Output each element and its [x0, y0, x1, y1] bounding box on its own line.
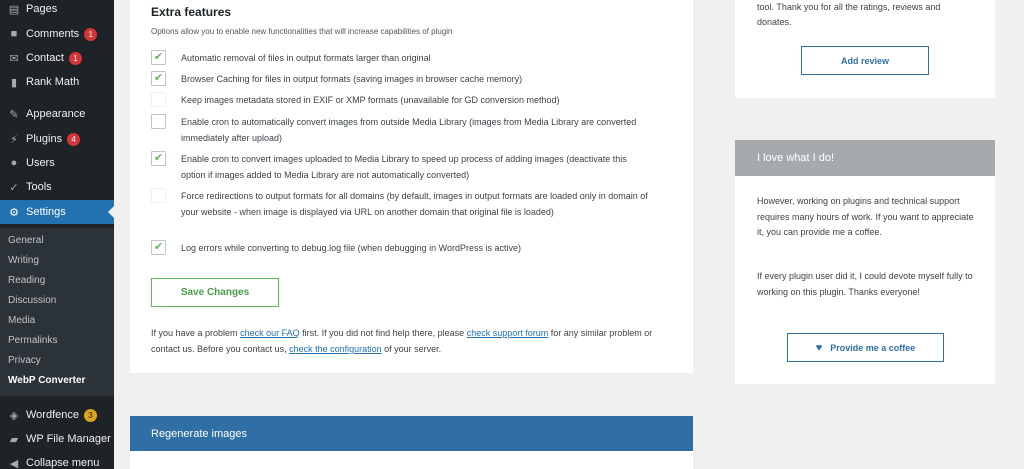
option-label: Enable cron to convert images uploaded to Media Library to speed up process of adding images (deactivate this option if images added to Media Library are not automatically converted): [181, 154, 627, 180]
rank-math-icon: ▮: [10, 76, 18, 89]
checkbox-checked[interactable]: ✔: [151, 71, 166, 86]
collapse-menu-button[interactable]: [0, 451, 114, 469]
extra-features-card: [130, 0, 693, 373]
sidebar-item-label: Rank Math: [26, 76, 80, 88]
checkbox-checked[interactable]: ✔: [151, 151, 166, 166]
review-card: [735, 0, 995, 98]
plugins-icon: ⚡: [10, 133, 18, 146]
review-text: tool. Thank you for all the ratings, reviews and donates.: [757, 2, 941, 27]
count-badge: 3: [84, 409, 97, 422]
wrench-icon: ✓: [9, 181, 19, 194]
sidebar-item-label: Users: [26, 157, 55, 169]
brush-icon: ✎: [9, 108, 19, 121]
add-review-button[interactable]: Add review: [801, 46, 929, 75]
collapse-icon: ◀: [9, 457, 19, 469]
sidebar-item-label: Plugins: [26, 133, 63, 145]
sidebar-item-rank-math[interactable]: [0, 70, 114, 94]
checkbox-unchecked[interactable]: [151, 188, 166, 203]
count-badge: 1: [84, 28, 97, 41]
submenu-item-media[interactable]: Media: [8, 315, 36, 326]
submenu-item-discussion[interactable]: Discussion: [8, 295, 57, 306]
option-label: Browser Caching for files in output formats (saving images in browser cache memory): [181, 74, 523, 84]
checkbox-checked[interactable]: ✔: [151, 240, 166, 255]
sidebar-item-pages[interactable]: [0, 0, 114, 21]
checkbox-unchecked[interactable]: [151, 114, 166, 129]
sidebar-item-label: Pages: [26, 3, 58, 15]
count-badge: 4: [67, 133, 80, 146]
settings-submenu: [0, 228, 114, 396]
sidebar-item-settings[interactable]: [0, 200, 114, 224]
option-label: Automatic removal of files in output formats larger than original: [181, 53, 431, 63]
donate-paragraph: However, working on plugins and technical support requires many hours of work. If you want to appreciate it, you can provide me a coffee.: [757, 196, 974, 237]
sidebar-item-label: Wordfence: [26, 409, 79, 421]
comments-icon: ■: [10, 28, 18, 40]
mail-icon: ✉: [9, 52, 19, 65]
sidebar-item-appearance[interactable]: [0, 102, 114, 126]
sidebar-item-label: WP File Manager: [26, 433, 111, 445]
checkbox-disabled[interactable]: [151, 92, 166, 107]
provide-coffee-button[interactable]: [787, 333, 944, 362]
help-text: [151, 325, 666, 357]
donate-card: [735, 140, 995, 384]
help-text-part: If you have a problem: [151, 328, 241, 338]
donate-paragraph: If every plugin user did it, I could devote myself fully to working on this plugin. Thanks everyone!: [757, 271, 973, 297]
submenu-item-writing[interactable]: Writing: [8, 255, 39, 266]
help-text-part: for any similar problem or contact us. Before you contact us,: [151, 328, 653, 354]
submenu-item-general[interactable]: General: [8, 235, 44, 246]
option-label: Force redirections to output formats for all domains (by default, images in output formats are loaded only in domain of your website - when image is displayed via URL on another domain that original file is loaded): [181, 191, 648, 217]
configuration-link[interactable]: check the configuration: [289, 344, 382, 354]
heart-icon: ♥: [815, 341, 823, 354]
option-label: Enable cron to automatically convert images from outside Media Library (images from Media Library are converted immediately after upload): [181, 117, 637, 143]
save-changes-button[interactable]: Save Changes: [151, 278, 279, 307]
sidebar-item-label: Settings: [26, 206, 66, 218]
sidebar-item-comments[interactable]: [0, 22, 114, 46]
wordfence-icon: ◈: [9, 409, 19, 422]
support-forum-link[interactable]: check support forum: [466, 328, 549, 338]
sidebar-item-label: Appearance: [26, 108, 86, 120]
option-label: Keep images metadata stored in EXIF or XMP formats (unavailable for GD conversion method): [181, 95, 560, 105]
regenerate-card: [130, 416, 693, 469]
sidebar-item-wp-file-manager[interactable]: [0, 427, 114, 451]
sidebar-item-wordfence[interactable]: [0, 403, 114, 427]
faq-link[interactable]: check our FAQ: [240, 328, 300, 338]
sidebar-item-label: Contact: [26, 52, 64, 64]
sidebar-item-contact[interactable]: [0, 46, 114, 70]
submenu-item-permalinks[interactable]: Permalinks: [8, 335, 58, 346]
pages-icon: ▤: [8, 3, 20, 16]
sidebar-item-users[interactable]: [0, 151, 114, 175]
submenu-item-reading[interactable]: Reading: [8, 275, 46, 286]
help-text-part: first. If you did not find help there, please: [299, 328, 467, 338]
sidebar-item-plugins[interactable]: [0, 127, 114, 151]
help-text-part: of your server.: [381, 344, 442, 354]
sidebar-item-label: Comments: [26, 28, 80, 40]
section-description: Options allow you to enable new functionalities that will increase capabilities of plugin: [151, 27, 453, 36]
admin-sidebar: [0, 0, 114, 469]
users-icon: ●: [10, 157, 18, 169]
submenu-item-webp-converter[interactable]: WebP Converter: [8, 375, 86, 386]
sidebar-item-label: Collapse menu: [26, 457, 100, 469]
section-title: Extra features: [151, 5, 232, 19]
option-label: Log errors while converting to debug.log file (when debugging in WordPress is active): [181, 243, 522, 253]
sidebar-item-label: Tools: [26, 181, 52, 193]
donate-card-title: I love what I do!: [735, 140, 995, 176]
active-indicator: [108, 206, 114, 218]
submenu-item-privacy[interactable]: Privacy: [8, 355, 41, 366]
sidebar-item-tools[interactable]: [0, 175, 114, 199]
count-badge: 1: [69, 52, 82, 65]
settings-icon: ⚙: [9, 206, 19, 219]
provide-coffee-label: Provide me a coffee: [830, 342, 916, 353]
checkbox-checked[interactable]: ✔: [151, 50, 166, 65]
folder-icon: ▰: [9, 433, 19, 446]
regenerate-title: Regenerate images: [130, 416, 693, 451]
